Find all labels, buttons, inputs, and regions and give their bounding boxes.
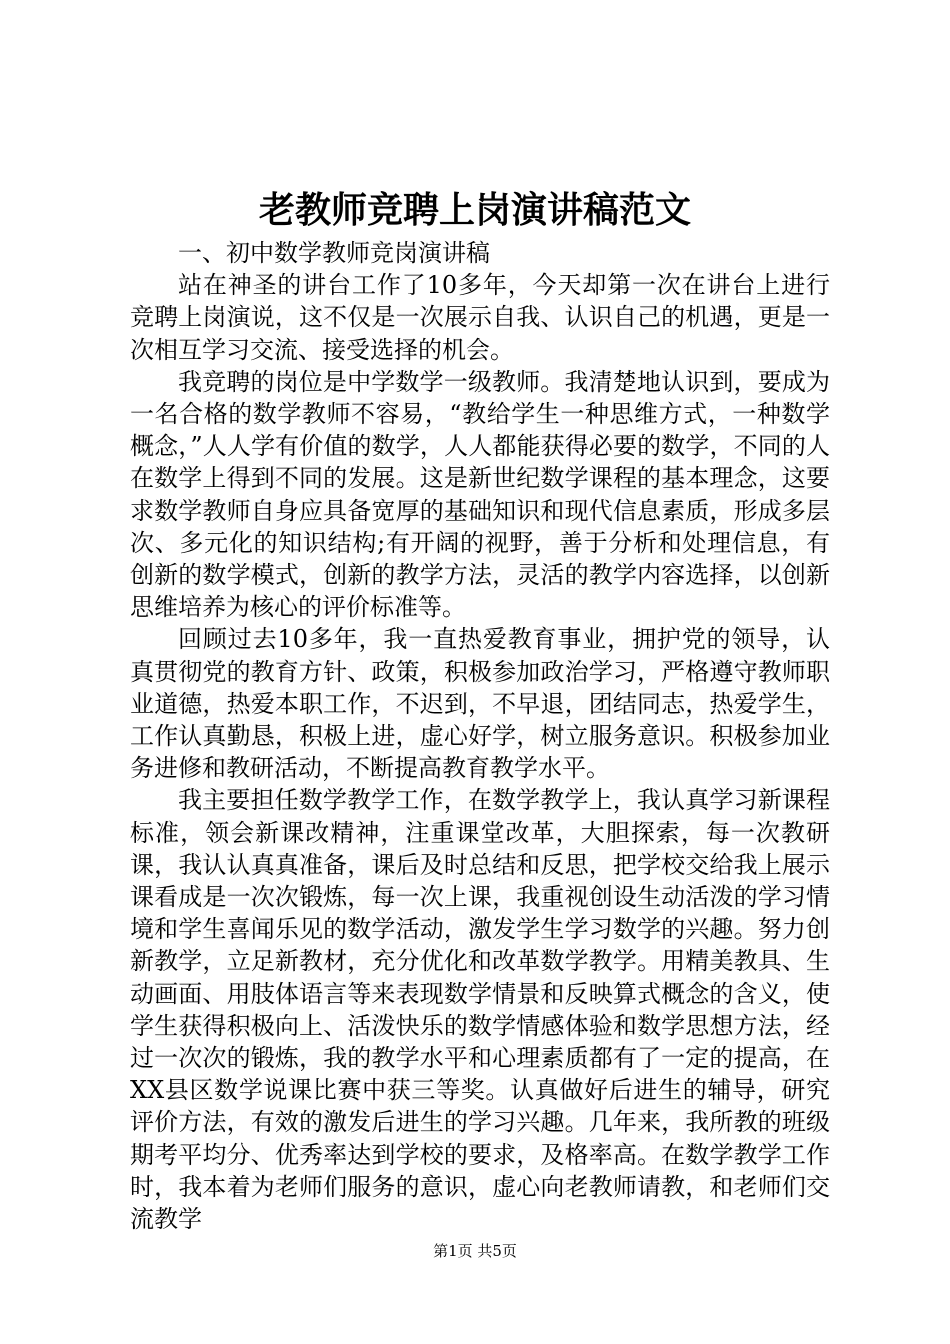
paragraph: 站在神圣的讲台工作了10多年，今天却第一次在讲台上进行竞聘上岗演说，这不仅是一次展示自我、认识自己的机遇，更是一次相互学习交流、接受选择的机会。: [130, 271, 830, 364]
paragraph: 我竞聘的岗位是中学数学一级教师。我清楚地认识到，要成为一名合格的数学教师不容易，“教给学生一种思维方式，一种数学概念，”人人学有价值的数学，人人都能获得必要的数学，不同的人在数学上得到不同的发展。这是新世纪数学课程的基本理念，这要求数学教师自身应具备宽厚的基础知识和现代信息素质，形成多层次、多元化的知识结构;有开阔的视野，善于分析和处理信息，有创新的数学模式，创新的教学方法，灵活的教学内容选择，以创新思维培养为核心的评价标准等。: [130, 367, 830, 622]
document-title: 老教师竞聘上岗演讲稿范文: [258, 189, 691, 231]
paragraph: 我主要担任数学教学工作，在数学教学上，我认真学习新课程标准，领会新课改精神，注重课堂改革，大胆探索，每一次教研课，我认认真真准备，课后及时总结和反思，把学校交给我上展示课看成是一次次锻炼，每一次上课，我重视创设生动活泼的学习情境和学生喜闻乐见的数学活动，激发学生学习数学的兴趣。努力创新教学，立足新教材，充分优化和改革数学教学。用精美教具、生动画面、用肢体语言等来表现数学情景和反映算式概念的含义，使学生获得积极向上、活泼快乐的数学情感体验和数学思想方法，经过一次次的锻炼，我的教学水平和心理素质都有了一定的提高，在XX县区数学说课比赛中获三等奖。认真做好后进生的辅导，研究评价方法，有效的激发后进生的学习兴趣。几年来，我所教的班级期考平均分、优秀率达到学校的要求，及格率高。在数学教学工作时，我本着为老师们服务的意识，虚心向老教师请教，和老师们交流教学: [130, 786, 830, 1234]
paragraph: 回顾过去10多年，我一直热爱教育事业，拥护党的领导，认真贯彻党的教育方针、政策，积极参加政治学习，严格遵守教师职业道德，热爱本职工作，不迟到，不早退，团结同志，热爱学生，工作认真勤恳，积极上进，虚心好学，树立服务意识。积极参加业务进修和教研活动，不断提高教育教学水平。: [130, 625, 830, 783]
document-body: [130, 237, 830, 1235]
page-number-footer: 第1页 共5页: [433, 1242, 517, 1260]
section-heading: 一、初中数学教师竞岗演讲稿: [178, 239, 490, 267]
